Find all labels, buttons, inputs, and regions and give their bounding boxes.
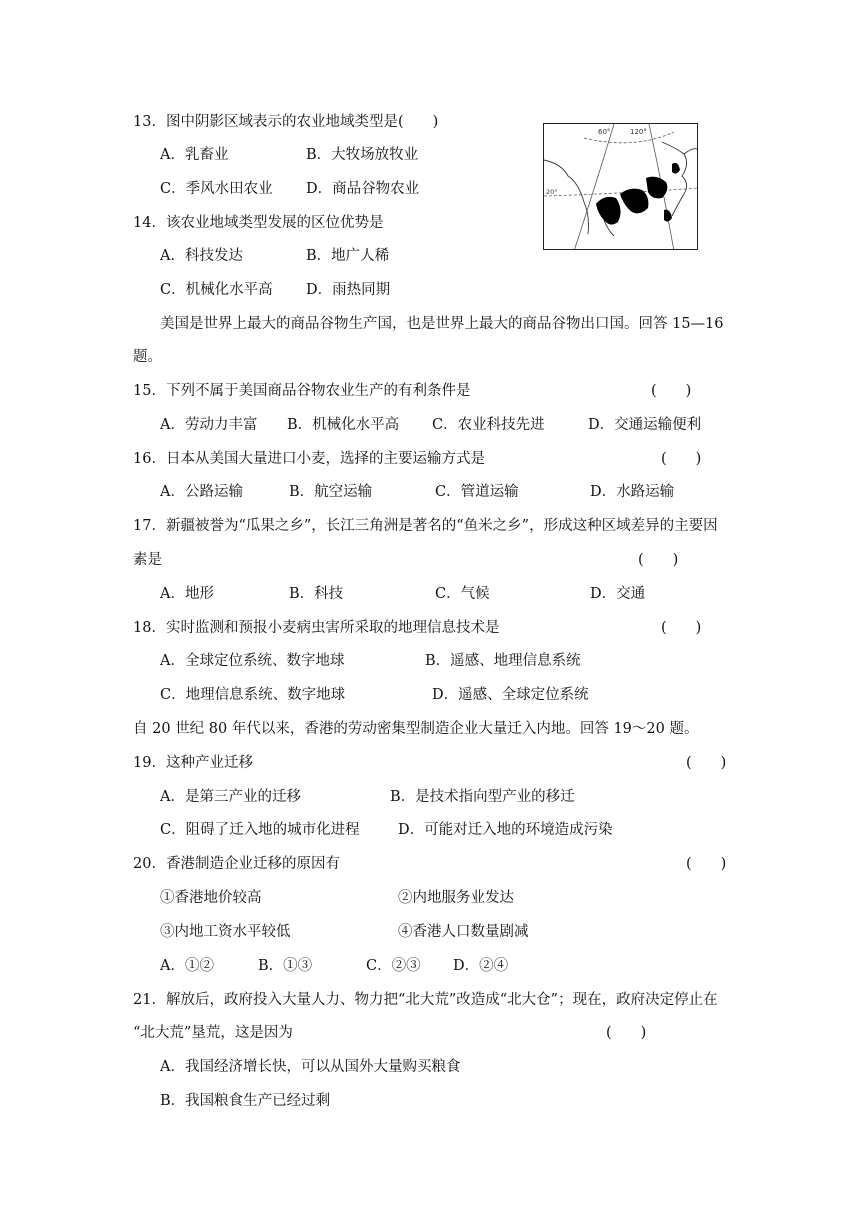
q20-option-b: B．①③ — [258, 958, 313, 974]
map-graphic — [544, 124, 698, 250]
intro-15-16-line1: 美国是世界上最大的商品谷物生产国，也是世界上最大的商品谷物出口国。回答 15—16 — [160, 316, 724, 332]
q21-answer-blank: ( ) — [606, 1025, 647, 1041]
q15-option-a: A．劳动力丰富 — [160, 417, 258, 433]
q17-stem-line2: 素是 — [133, 552, 162, 568]
label-60: 60° — [598, 128, 611, 136]
q13-stem: 13．图中阴影区域表示的农业地域类型是( ) — [133, 114, 439, 130]
q14-option-b: B．地广人稀 — [306, 248, 390, 264]
q17-option-d: D．交通 — [590, 586, 646, 602]
q17-option-b: B．科技 — [289, 586, 344, 602]
q17-stem-line1: 17．新疆被誉为“瓜果之乡”，长江三角洲是著名的“鱼米之乡”，形成这种区域差异的主要因 — [133, 518, 718, 534]
coast-northeast — [684, 149, 698, 154]
q15-answer-blank: ( ) — [651, 383, 692, 399]
q16-option-a: A．公路运输 — [160, 484, 243, 500]
q17-option-a: A．地形 — [160, 586, 214, 602]
q16-option-c: C．管道运输 — [435, 484, 519, 500]
q18-option-d: D．遥感、全球定位系统 — [432, 687, 589, 703]
intro-15-16-line2: 题。 — [133, 349, 162, 365]
q15-option-c: C．农业科技先进 — [432, 417, 545, 433]
q18-answer-blank: ( ) — [661, 620, 702, 636]
coast-west — [544, 160, 589, 234]
q13-option-b: B．大牧场放牧业 — [306, 147, 419, 163]
shaded-region-southeast-asia — [620, 189, 648, 214]
q21-option-a: A．我国经济增长快，可以从国外大量购买粮食 — [160, 1059, 461, 1075]
q14-stem: 14．该农业地域类型发展的区位优势是 — [133, 215, 384, 231]
q20-option-a: A．①② — [160, 958, 214, 974]
q19-option-c: C．阻碍了迁入地的城市化进程 — [160, 822, 360, 838]
label-120: 120° — [630, 128, 647, 136]
q19-option-b: B．是技术指向型产业的移迁 — [390, 789, 575, 805]
q20-option-d: D．②④ — [453, 958, 509, 974]
q19-option-a: A．是第三产业的迁移 — [160, 789, 301, 805]
q20-option-c: C．②③ — [366, 958, 421, 974]
q20-stem: 20．香港制造企业迁移的原因有 — [133, 856, 340, 872]
meridian-left — [574, 124, 614, 250]
q18-option-c: C．地理信息系统、数字地球 — [160, 687, 346, 703]
shaded-region-islands — [664, 210, 672, 222]
q16-option-d: D．水路运输 — [590, 484, 675, 500]
q18-stem: 18．实时监测和预报小麦病虫害所采取的地理信息技术是 — [133, 620, 500, 636]
q19-answer-blank: ( ) — [686, 755, 727, 771]
q20-statement-4: ④香港人口数量剧减 — [398, 924, 529, 940]
asia-agriculture-map — [543, 123, 698, 250]
shaded-region-japan — [672, 163, 680, 174]
intro-19-20: 自 20 世纪 80 年代以来，香港的劳动密集型制造企业大量迁入内地。回答 19～20 题。 — [133, 721, 699, 737]
q20-answer-blank: ( ) — [686, 856, 727, 872]
q14-option-a: A．科技发达 — [160, 248, 243, 264]
q21-stem-line2: “北大荒”垦荒，这是因为 — [133, 1025, 293, 1041]
q14-option-d: D．雨热同期 — [306, 282, 391, 298]
q19-stem: 19．这种产业迁移 — [133, 755, 253, 771]
q17-answer-blank: ( ) — [638, 552, 679, 568]
q20-statement-2: ②内地服务业发达 — [398, 890, 514, 906]
q16-answer-blank: ( ) — [661, 451, 702, 467]
q13-option-c: C．季风水田农业 — [160, 181, 273, 197]
q21-option-b: B．我国粮食生产已经过剩 — [160, 1093, 331, 1109]
label-20: 20° — [546, 188, 558, 196]
q16-stem: 16．日本从美国大量进口小麦，选择的主要运输方式是 — [133, 451, 485, 467]
q18-option-a: A．全球定位系统、数字地球 — [160, 653, 345, 669]
q21-stem-line1: 21．解放后，政府投入大量人力、物力把“北大荒”改造成“北大仓”；现在，政府决定停止在 — [133, 992, 718, 1008]
q13-option-d: D．商品谷物农业 — [306, 181, 420, 197]
q15-option-d: D．交通运输便利 — [588, 417, 702, 433]
shaded-region-east-asia — [646, 177, 667, 199]
shaded-region-south-asia — [596, 197, 621, 225]
q14-option-c: C．机械化水平高 — [160, 282, 273, 298]
q17-option-c: C．气候 — [435, 586, 490, 602]
q19-option-d: D．可能对迁入地的环境造成污染 — [398, 822, 613, 838]
q18-option-b: B．遥感、地理信息系统 — [425, 653, 581, 669]
q13-option-a: A．乳畜业 — [160, 147, 229, 163]
q15-option-b: B．机械化水平高 — [287, 417, 400, 433]
q15-stem: 15．下列不属于美国商品谷物农业生产的有利条件是 — [133, 383, 471, 399]
q20-statement-1: ①香港地价较高 — [160, 890, 262, 906]
q16-option-b: B．航空运输 — [289, 484, 373, 500]
q20-statement-3: ③内地工资水平较低 — [160, 924, 291, 940]
